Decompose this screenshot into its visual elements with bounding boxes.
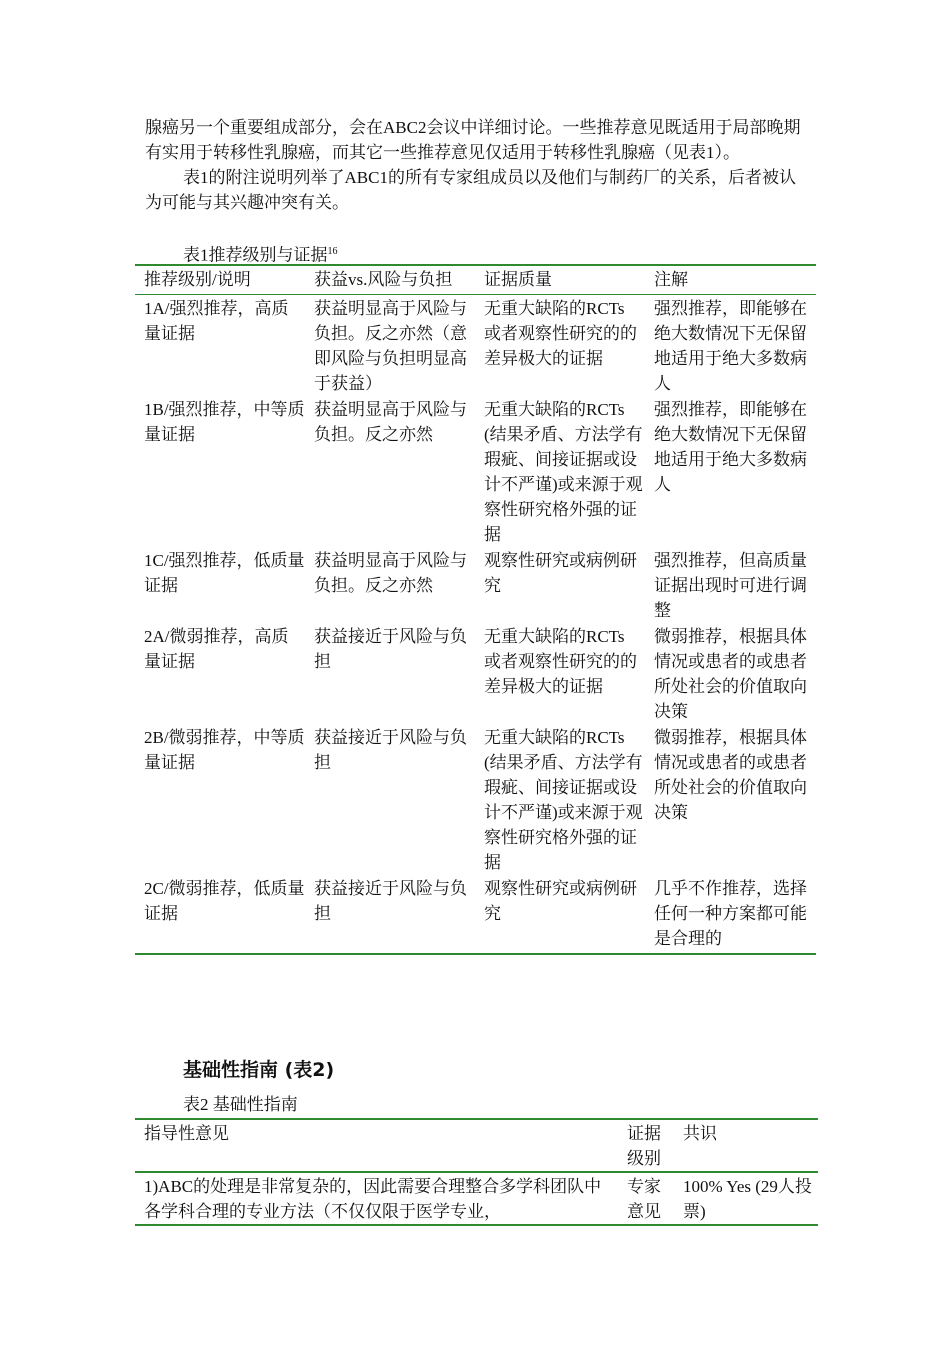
grade-cell: 1C/强烈推荐，低质量证据	[144, 551, 305, 595]
benefit-cell: 获益接近于风险与负担	[314, 879, 467, 923]
note-cell: 强烈推荐，但高质量证据出现时可进行调整	[654, 551, 807, 620]
evidence-cell: 无重大缺陷的RCTs (结果矛盾、方法学有瑕疵、间接证据或设计不严谨)或来源于观察性研究格外强的证据	[484, 400, 643, 544]
level-cell: 专家意见	[627, 1177, 661, 1221]
note-cell: 强烈推荐，即能够在绝大数情况下无保留地适用于绝大多数病人	[654, 400, 807, 494]
table1-header-note: 注解	[645, 265, 816, 295]
guidance-cell: 1)ABC的处理是非常复杂的，因此需要合理整合多学科团队中各学科合理的专业方法（不仅仅限于医学专业，	[144, 1177, 602, 1221]
note-cell: 微弱推荐，根据具体情况或患者的或患者所处社会的价值取向决策	[654, 728, 807, 822]
note-cell: 强烈推荐，即能够在绝大数情况下无保留地适用于绝大多数病人	[654, 299, 807, 393]
section-heading: 基础性指南 (表2)	[183, 1059, 335, 1081]
benefit-cell: 获益接近于风险与负担	[314, 728, 467, 772]
table-row	[135, 623, 816, 724]
table-row	[135, 295, 816, 397]
table-row	[135, 875, 816, 954]
table-row	[135, 547, 816, 623]
table1-header-benefit: 获益vs.风险与负担	[305, 265, 475, 295]
note-cell: 几乎不作推荐，选择任何一种方案都可能是合理的	[654, 879, 807, 948]
intro-text	[145, 115, 810, 215]
table1-caption-reference: 16	[327, 246, 338, 257]
table1-header-grade: 推荐级别/说明	[135, 265, 305, 295]
grade-cell: 2B/微弱推荐，中等质量证据	[144, 728, 305, 772]
evidence-cell: 无重大缺陷的RCTs 或者观察性研究的的差异极大的证据	[484, 627, 637, 696]
evidence-cell: 观察性研究或病例研究	[484, 551, 637, 595]
table-row	[135, 724, 816, 875]
evidence-cell: 无重大缺陷的RCTs 或者观察性研究的的差异极大的证据	[484, 299, 637, 368]
table1-caption-text: 表1推荐级别与证据	[183, 245, 328, 265]
intro-paragraph-2: 表1的附注说明列举了ABC1的所有专家组成员以及他们与制药厂的关系，后者被认为可能与其兴趣冲突有关。	[145, 168, 796, 212]
grade-cell: 1B/强烈推荐，中等质量证据	[144, 400, 305, 444]
table-row	[135, 396, 816, 547]
intro-paragraph-1: 腺癌另一个重要组成部分，会在ABC2会议中详细讨论。一些推荐意见既适用于局部晚期有实用于转移性乳腺癌，而其它一些推荐意见仅适用于转移性乳腺癌（见表1）。	[145, 118, 801, 162]
grade-cell: 2C/微弱推荐，低质量证据	[144, 879, 305, 923]
table2-header-guidance: 指导性意见	[135, 1119, 618, 1172]
recommendation-grade-table	[135, 264, 816, 955]
table-row	[135, 1172, 818, 1225]
consensus-cell: 100% Yes (29人投票)	[683, 1177, 812, 1221]
benefit-cell: 获益明显高于风险与负担。反之亦然	[314, 551, 467, 595]
benefit-cell: 获益接近于风险与负担	[314, 627, 467, 671]
grade-cell: 2A/微弱推荐，高质量证据	[144, 627, 289, 671]
benefit-cell: 获益明显高于风险与负担。反之亦然（意即风险与负担明显高于获益）	[314, 299, 467, 393]
table2-header-level: 证据级别	[618, 1119, 674, 1172]
table2-header-consensus: 共识	[674, 1119, 818, 1172]
table1-header-evidence: 证据质量	[475, 265, 645, 295]
basic-guidelines-table	[135, 1118, 818, 1226]
note-cell: 微弱推荐，根据具体情况或患者的或患者所处社会的价值取向决策	[654, 627, 807, 721]
table1-header-row	[135, 265, 816, 295]
table2-header-row	[135, 1119, 818, 1172]
evidence-cell: 无重大缺陷的RCTs (结果矛盾、方法学有瑕疵、间接证据或设计不严谨)或来源于观察性研究格外强的证据	[484, 728, 643, 872]
table2-caption: 表2 基础性指南	[183, 1095, 298, 1114]
benefit-cell: 获益明显高于风险与负担。反之亦然	[314, 400, 467, 444]
grade-cell: 1A/强烈推荐，高质量证据	[144, 299, 289, 343]
evidence-cell: 观察性研究或病例研究	[484, 879, 637, 923]
